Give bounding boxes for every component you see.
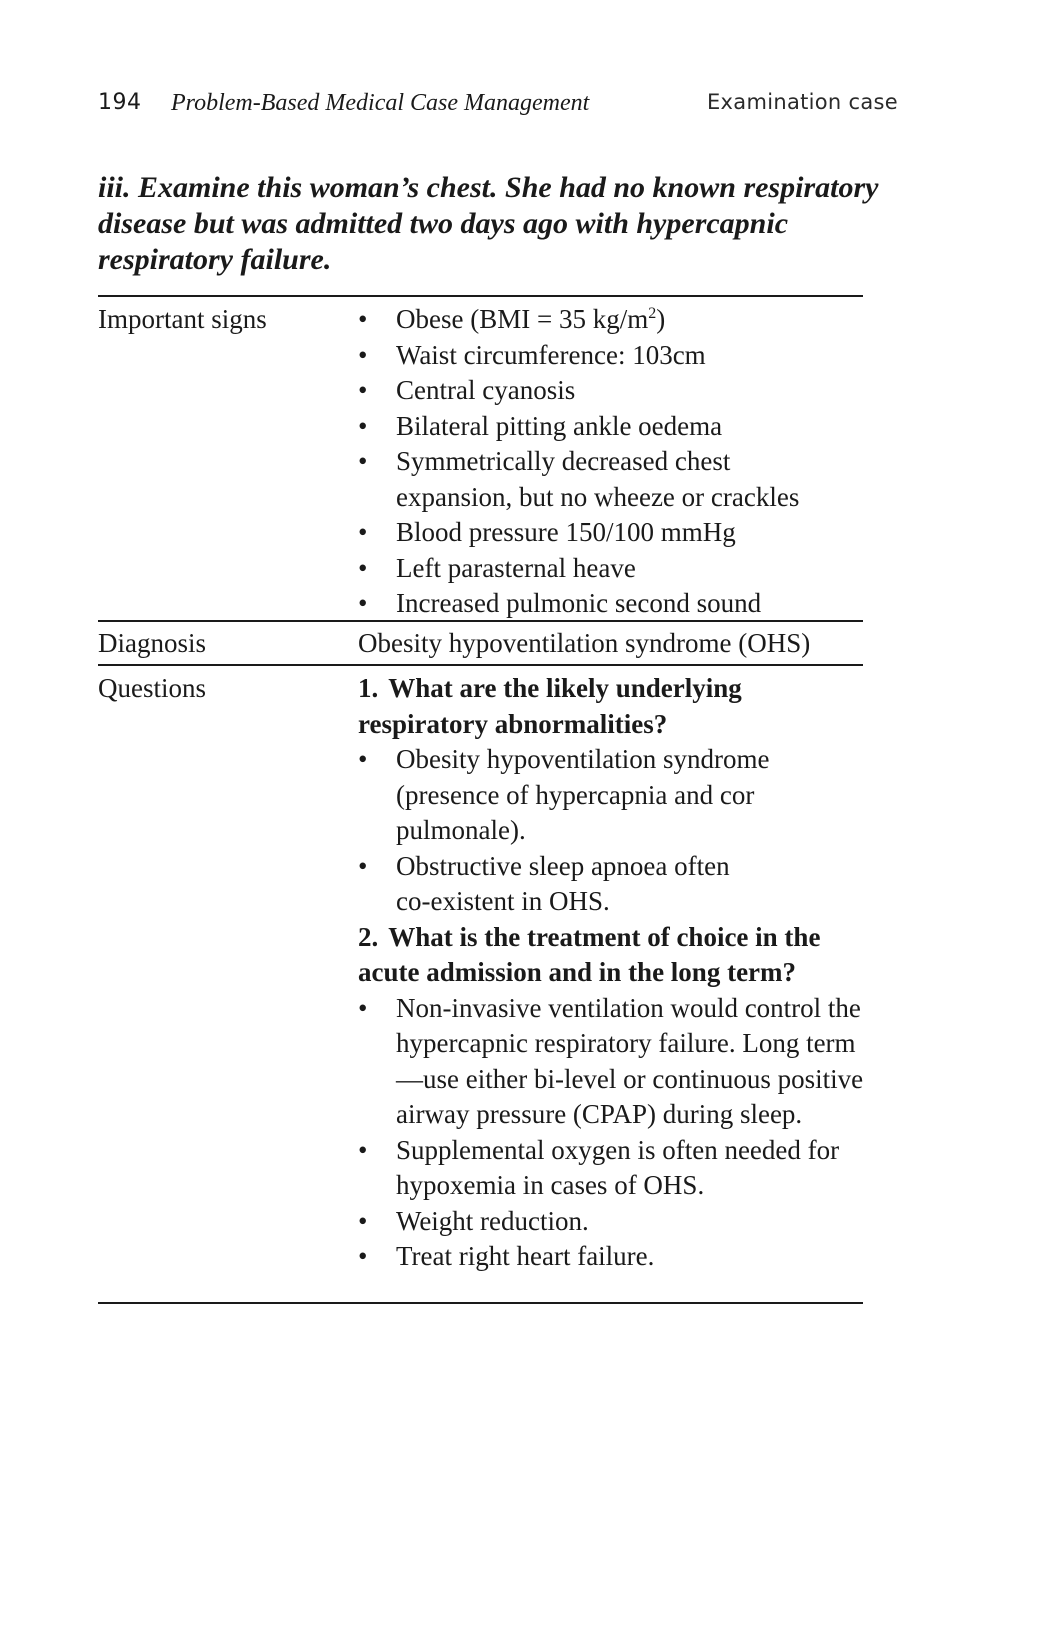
list-item: • Central cyanosis [358,373,838,409]
important-signs-content [358,302,838,622]
diagnosis-bottom-rule [98,664,863,666]
question-text: What is the treatment of choice in the acute admission and in the long term? [358,921,821,987]
question-number: 2. [358,921,379,952]
list-item: • Bilateral pitting ankle oedema [358,409,838,445]
running-head [98,90,898,120]
signs-bottom-rule [98,620,863,622]
list-item: • Non-invasive ventilation would control the hypercapnic respiratory failure. Long term—use either bi-level or continuous positive airway pressure (CPAP) during sleep. [358,991,878,1133]
questions-label: Questions [98,673,206,703]
question-1-answers [358,742,878,920]
case-heading: iii. Examine this woman’s chest. She had no known respiratory disease but was admitted two days ago with hypercapnic respiratory failure. [98,171,879,276]
important-signs-list [358,302,838,622]
obese-suffix: ) [656,304,666,334]
page-number: 194 [98,90,142,115]
question-number: 1. [358,673,379,703]
table-top-rule [98,295,863,297]
question-text: What are the likely underlying respiratory abnormalities? [358,673,742,739]
list-item: • Blood pressure 150/100 mmHg [358,515,838,551]
list-item: • Obesity hypoventilation syndrome (presence of hypercapnia and cor pulmonale). [358,742,878,849]
obese-superscript: 2 [648,305,657,322]
table-bottom-rule [98,1302,863,1304]
important-signs-label: Important signs [98,304,267,334]
list-item [358,302,838,338]
list-item: • Waist circumference: 103cm [358,338,838,374]
list-item: • Symmetrically decreased chest expansion, but no wheeze or crackles [358,444,838,515]
list-item: • Weight reduction. [358,1204,878,1240]
obese-prefix: Obese (BMI = 35 kg/m [396,304,649,334]
list-item: • Obstructive sleep apnoea often co-existent in OHS. [358,849,878,920]
list-item: • Left parasternal heave [358,551,838,587]
question-1 [358,671,878,742]
section-label: Examination case [706,90,898,114]
question-2-answers [358,991,878,1275]
diagnosis-content [358,626,903,662]
diagnosis-label: Diagnosis [98,628,206,658]
question-2 [358,920,878,991]
list-item: • Treat right heart failure. [358,1239,878,1275]
book-title: Problem-Based Medical Case Management [171,90,590,116]
list-item: • Supplemental oxygen is often needed for hypoxemia in cases of OHS. [358,1133,878,1204]
diagnosis-value: Obesity hypoventilation syndrome (OHS) [358,628,811,658]
list-item: • Increased pulmonic second sound [358,586,838,622]
questions-content [358,671,878,1275]
